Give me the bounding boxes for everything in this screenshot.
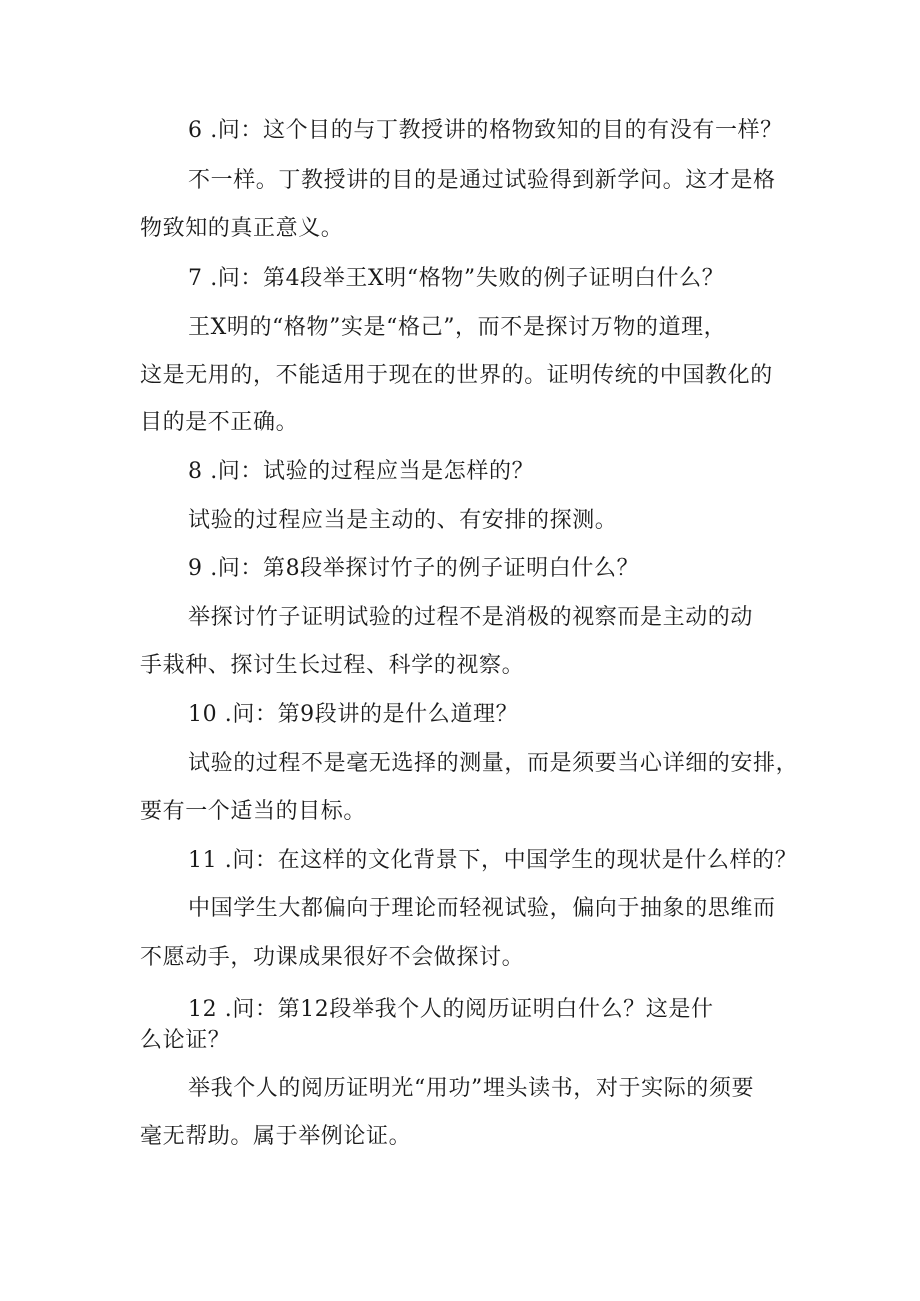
answer-12-line-2: 毫无帮助。属于举例论证。	[140, 1124, 412, 1149]
answer-8: 试验的过程应当是主动的、有安排的探测。	[188, 508, 618, 533]
question-12-line-2: 么论证？	[140, 1028, 231, 1053]
question-9: 9 .问：第8段举探讨竹子的例子证明白什么？	[188, 556, 640, 581]
question-12-line-1: 12 .问：第12段举我个人的阅历证明白什么？这是什	[188, 997, 714, 1022]
question-8: 8 .问：试验的过程应当是怎样的？	[188, 459, 535, 484]
answer-7-line-3: 目的是不正确。	[140, 410, 299, 435]
answer-11-line-1: 中国学生大都偏向于理论而轻视试验，偏向于抽象的思维而	[188, 896, 776, 921]
answer-9-line-2: 手栽种、探讨生长过程、科学的视察。	[140, 653, 525, 678]
answer-7-line-2: 这是无用的，不能适用于现在的世界的。证明传统的中国教化的	[140, 363, 773, 388]
question-11: 11 .问：在这样的文化背景下，中国学生的现状是什么样的？	[188, 848, 798, 873]
answer-7-line-1: 王X明的“格物”实是“格己”，而不是探讨万物的道理，	[188, 315, 727, 340]
answer-10-line-1: 试验的过程不是毫无选择的测量，而是须要当心详细的安排，	[188, 751, 799, 776]
answer-6-line-2: 物致知的真正意义。	[140, 216, 344, 241]
question-7: 7 .问：第4段举王X明“格物”失败的例子证明白什么？	[188, 266, 725, 291]
question-10: 10 .问：第9段讲的是什么道理？	[188, 702, 519, 727]
question-6: 6 .问：这个目的与丁教授讲的格物致知的目的有没有一样？	[188, 118, 783, 143]
answer-6-line-1: 不一样。丁教授讲的目的是通过试验得到新学问。这才是格	[188, 168, 776, 193]
answer-9-line-1: 举探讨竹子证明试验的过程不是消极的视察而是主动的动	[188, 605, 754, 630]
answer-10-line-2: 要有一个适当的目标。	[140, 799, 367, 824]
answer-12-line-1: 举我个人的阅历证明光“用功”埋头读书，对于实际的须要	[188, 1076, 755, 1101]
answer-11-line-2: 不愿动手，功课成果很好不会做探讨。	[140, 945, 525, 970]
